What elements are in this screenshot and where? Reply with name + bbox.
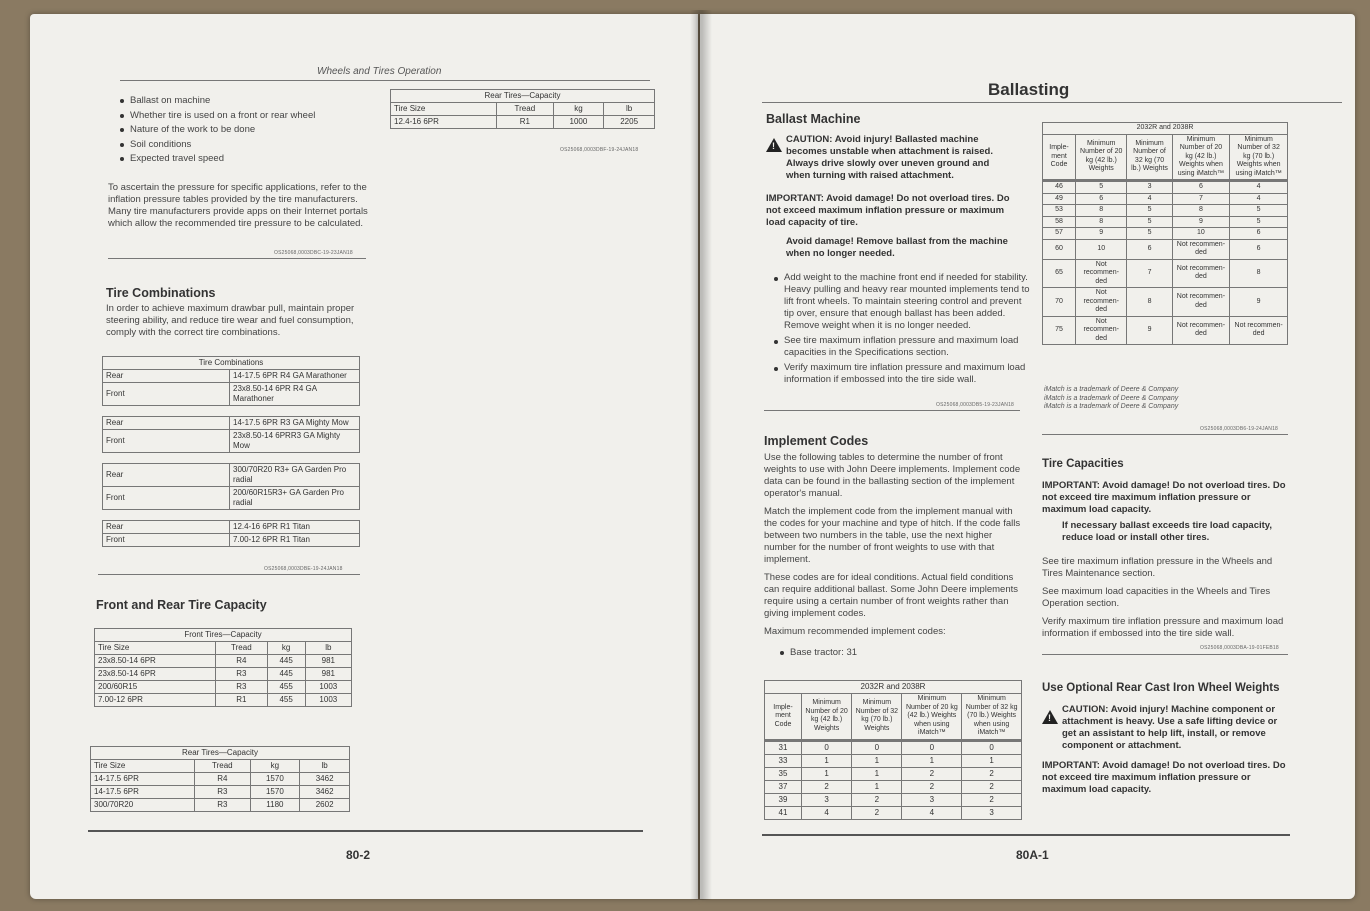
table-cell: 65 (1043, 259, 1076, 288)
table-row (103, 464, 360, 487)
list-item: Expected travel speed (130, 152, 390, 167)
table-row (1043, 181, 1288, 194)
table-cell: 5 (1230, 216, 1288, 228)
list-item: Add weight to the machine front end if needed for stability. Heavy pulling and heavy rear mounted implements tend to lift front wheels. To maintain steering control and prevent tip over, ensure that enough ballast has been added. Remove weight when it is no longer needed. (784, 272, 1034, 332)
table-row (1043, 216, 1288, 228)
table-title: 2032R and 2038R (765, 681, 1022, 694)
table-cell: 981 (305, 655, 351, 668)
column-header: lb (604, 103, 655, 116)
table-cell: 4 (1230, 193, 1288, 205)
table-cell: Not recommen-ded (1172, 259, 1230, 288)
table-cell: 3 (962, 806, 1022, 819)
section-heading: Implement Codes (764, 434, 869, 448)
table-cell: 0 (852, 740, 902, 754)
table-cell: Not recommen-ded (1076, 288, 1127, 317)
paragraph: Verify maximum tire inflation pressure and maximum load information if embossed into the tire side wall. (1042, 616, 1284, 639)
important-text: IMPORTANT: Avoid damage! Do not overload tires. Do not exceed tire maximum inflation pressure or maximum load capacity. (1042, 760, 1286, 795)
table-row (765, 767, 1022, 780)
table-cell: 10 (1172, 228, 1230, 240)
table-row (765, 754, 1022, 767)
table-row (103, 370, 360, 383)
table-cell: 57 (1043, 228, 1076, 240)
table-cell: 0 (902, 740, 962, 754)
table-cell: Not recommen-ded (1172, 288, 1230, 317)
table-cell: 1 (802, 767, 852, 780)
column-header: Tire Size (95, 642, 216, 655)
table-row (1043, 316, 1288, 345)
paragraph: See tire maximum inflation pressure in the Wheels and Tires Maintenance section. (1042, 556, 1273, 579)
warning-icon: ! (766, 138, 782, 152)
table-cell: Rear (103, 370, 230, 383)
list-item: Soil conditions (130, 138, 390, 153)
table-cell: 981 (305, 668, 351, 681)
table-cell: 9 (1172, 216, 1230, 228)
table-cell: Rear (103, 521, 230, 534)
table-cell: 75 (1043, 316, 1076, 345)
table-cell: 1000 (553, 116, 604, 129)
footnote: iMatch is a trademark of Deere & Company (1044, 386, 1179, 393)
table-cell: 5 (1127, 228, 1172, 240)
column-header: kg (267, 642, 305, 655)
header-rule (120, 80, 650, 81)
table-title: Rear Tires—Capacity (391, 90, 655, 103)
table-cell: 4 (1127, 193, 1172, 205)
column-header: Minimum Number of 32 kg (70 lb.) Weights when using iMatch™ (962, 694, 1022, 741)
paragraph: Match the implement code from the implement manual with the codes for your machine and type of hitch. If the code falls between two numbers in the table, use the next higher number for the number of front weights to use with that implement. (764, 506, 1021, 565)
front-tires-capacity-table (94, 628, 352, 707)
column-header: Minimum Number of 32 kg (70 lb.) Weights (852, 694, 902, 741)
doc-reference: OS25068,0003DB5-19-23JAN18 (936, 402, 1015, 408)
table-cell: Front (103, 383, 230, 406)
table-row (95, 681, 352, 694)
table-row (91, 773, 350, 786)
table-cell: 9 (1076, 228, 1127, 240)
footer-rule (762, 834, 1290, 836)
table-cell: 3 (1127, 181, 1172, 194)
paragraph: See maximum load capacities in the Wheels and Tires Operation section. (1042, 586, 1271, 609)
table-cell: 58 (1043, 216, 1076, 228)
table-cell: 23x8.50-14 6PRR3 GA Mighty Mow (230, 430, 360, 453)
trademark-notes (1044, 386, 1284, 412)
section-rule (1042, 434, 1288, 435)
table-cell: 6 (1076, 193, 1127, 205)
table-cell: 0 (962, 740, 1022, 754)
column-header: kg (250, 760, 300, 773)
table-cell: R4 (216, 655, 268, 668)
table-cell: 2 (962, 793, 1022, 806)
table-cell: 7 (1127, 259, 1172, 288)
section-heading: Tire Capacities (1042, 458, 1124, 470)
list-item: Nature of the work to be done (130, 123, 390, 138)
table-row (1043, 205, 1288, 217)
table-cell: 1 (852, 767, 902, 780)
caution-text: CAUTION: Avoid injury! Ballasted machine becomes unstable when attachment is raised. Always drive slowly over uneven ground and when turning with raised attachment. (786, 134, 993, 181)
table-row (103, 487, 360, 510)
table-cell: 2 (852, 806, 902, 819)
list-item: Verify maximum tire inflation pressure and maximum load information if embossed into the tire side wall. (784, 362, 1034, 386)
table-cell: R4 (195, 773, 250, 786)
table-cell: 23x8.50-14 6PR R4 GA Marathoner (230, 383, 360, 406)
factor-list (116, 94, 390, 167)
table-cell: 14-17.5 6PR (91, 773, 195, 786)
table-row (765, 806, 1022, 819)
table-row (765, 793, 1022, 806)
page-title: Ballasting (988, 80, 1070, 99)
table-cell: 455 (267, 681, 305, 694)
implement-code-table-bottom (764, 680, 1022, 820)
table-cell: 1003 (305, 694, 351, 707)
table-cell: 300/70R20 R3+ GA Garden Pro radial (230, 464, 360, 487)
table-row (103, 383, 360, 406)
column-header: lb (300, 760, 350, 773)
column-header: Imple-ment Code (765, 694, 802, 741)
table-cell: 7.00-12 6PR (95, 694, 216, 707)
implement-codes-text (764, 452, 1022, 644)
implement-code-table-top (1042, 122, 1288, 345)
column-header: Tread (195, 760, 250, 773)
list-item: See tire maximum inflation pressure and maximum load capacities in the Specifications section. (784, 335, 1034, 359)
column-header: Tire Size (391, 103, 497, 116)
left-page (30, 14, 698, 899)
table-cell: 9 (1230, 288, 1288, 317)
table-cell: 2 (902, 780, 962, 793)
table-cell: 8 (1230, 259, 1288, 288)
column-header: Minimum Number of 20 kg (42 lb.) Weights when using iMatch™ (902, 694, 962, 741)
important-text: IMPORTANT: Avoid damage! Do not overload tires. Do not exceed tire maximum inflation pressure or maximum load capacity. (1042, 480, 1286, 515)
column-header: Minimum Number of 32 kg (70 lb.) Weights (1127, 134, 1172, 181)
table-cell: 6 (1172, 181, 1230, 194)
table-cell: 8 (1076, 216, 1127, 228)
tire-combinations-table (102, 356, 360, 547)
table-cell: 8 (1076, 205, 1127, 217)
table-row (1043, 288, 1288, 317)
table-cell: 8 (1172, 205, 1230, 217)
section-heading: Front and Rear Tire Capacity (96, 598, 267, 612)
table-cell: 9 (1127, 316, 1172, 345)
table-cell: 0 (802, 740, 852, 754)
table-cell: 1003 (305, 681, 351, 694)
table-cell: R3 (216, 668, 268, 681)
table-cell: 49 (1043, 193, 1076, 205)
table-title: Rear Tires—Capacity (91, 747, 350, 760)
table-cell: 6 (1127, 239, 1172, 259)
tire-capacities-text (1042, 556, 1288, 646)
section-rule (1042, 654, 1288, 655)
column-header: Minimum Number of 20 kg (42 lb.) Weights (802, 694, 852, 741)
table-cell: 35 (765, 767, 802, 780)
table-cell: 60 (1043, 239, 1076, 259)
table-row (1043, 193, 1288, 205)
table-cell: 7 (1172, 193, 1230, 205)
table-title: Front Tires—Capacity (95, 629, 352, 642)
column-header: Tread (497, 103, 553, 116)
table-cell: 2602 (300, 799, 350, 812)
section-rule (98, 574, 360, 575)
table-row (1043, 228, 1288, 240)
paragraph: Maximum recommended implement codes: (764, 626, 946, 637)
column-header: Tire Size (91, 760, 195, 773)
section-rule (108, 258, 366, 259)
table-cell: Front (103, 487, 230, 510)
table-row (103, 534, 360, 547)
table-cell: 1180 (250, 799, 300, 812)
table-cell: 6 (1230, 228, 1288, 240)
doc-reference: OS25068,0003DBA-19-01FEB18 (1200, 645, 1279, 651)
table-cell: 1 (902, 754, 962, 767)
table-cell: 4 (1230, 181, 1288, 194)
table-row (765, 780, 1022, 793)
page-number: 80-2 (346, 848, 371, 862)
paragraph: These codes are for ideal conditions. Actual field conditions can require additional ballast. Some John Deere implements require using a certain number of front weights rather than giving implement codes. (764, 572, 1018, 619)
table-cell: 2 (962, 780, 1022, 793)
max-code-list (776, 646, 990, 661)
table-cell: 6 (1230, 239, 1288, 259)
table-cell: 12.4-16 6PR (391, 116, 497, 129)
doc-reference: OS25068,0003DB6-19-24JAN18 (1200, 426, 1279, 432)
table-title: Tire Combinations (103, 357, 360, 370)
column-header: Imple-ment Code (1043, 134, 1076, 181)
column-header: lb (305, 642, 351, 655)
table-row (103, 430, 360, 453)
table-cell: 200/60R15 (95, 681, 216, 694)
table-cell: R1 (216, 694, 268, 707)
table-cell: 37 (765, 780, 802, 793)
table-cell: 2 (962, 767, 1022, 780)
caution-text: CAUTION: Avoid injury! Machine component or attachment is heavy. Use a safe lifting device or get an assistant to help lift, install, or remove component or attachment. (1062, 704, 1278, 751)
table-cell: Not recommen-ded (1172, 316, 1230, 345)
table-cell: 200/60R15R3+ GA Garden Pro radial (230, 487, 360, 510)
table-cell: R3 (216, 681, 268, 694)
footer-rule (88, 830, 643, 832)
table-cell: Front (103, 534, 230, 547)
column-header: Minimum Number of 20 kg (42 lb.) Weights when using iMatch™ (1172, 134, 1230, 181)
table-cell: 1570 (250, 773, 300, 786)
table-row (103, 417, 360, 430)
footnote: iMatch is a trademark of Deere & Company (1044, 394, 1179, 402)
rear-tires-capacity-table (90, 746, 350, 812)
rear-tires-capacity-table-top (390, 89, 655, 129)
page-number: 80A-1 (1016, 848, 1049, 862)
table-cell: 2205 (604, 116, 655, 129)
important-text-2: Avoid damage! Remove ballast from the machine when no longer needed. (786, 236, 1008, 259)
column-header: Minimum Number of 32 kg (70 lb.) Weights when using iMatch™ (1230, 134, 1288, 181)
important-text: IMPORTANT: Avoid damage! Do not overload tires. Do not exceed maximum inflation pressure or maximum load capacity of tire. (766, 193, 1010, 228)
table-cell: 4 (802, 806, 852, 819)
table-cell: 41 (765, 806, 802, 819)
table-cell: 445 (267, 668, 305, 681)
table-row (391, 116, 655, 129)
table-row (1043, 259, 1288, 288)
table-cell: 23x8.50-14 6PR (95, 668, 216, 681)
section-rule (764, 410, 1020, 411)
section-heading: Ballast Machine (766, 112, 861, 126)
table-cell: 5 (1230, 205, 1288, 217)
table-cell: Not recommen-ded (1076, 316, 1127, 345)
table-cell: 3 (902, 793, 962, 806)
table-cell: 14-17.5 6PR R4 GA Marathoner (230, 370, 360, 383)
table-cell: 14-17.5 6PR (91, 786, 195, 799)
important-text-2: If necessary ballast exceeds tire load capacity, reduce load or install other tires. (1062, 520, 1272, 543)
table-cell: Not recommen-ded (1172, 239, 1230, 259)
table-cell: R3 (195, 786, 250, 799)
table-row (95, 668, 352, 681)
table-cell: R3 (195, 799, 250, 812)
table-cell: Rear (103, 417, 230, 430)
table-row (91, 786, 350, 799)
doc-reference: OS25068,0003DBF-19-24JAN18 (560, 147, 639, 153)
table-cell: 12.4-16 6PR R1 Titan (230, 521, 360, 534)
table-cell: 3462 (300, 786, 350, 799)
table-cell: 33 (765, 754, 802, 767)
section-heading: Use Optional Rear Cast Iron Wheel Weights (1042, 682, 1280, 694)
table-row (91, 799, 350, 812)
table-cell: 31 (765, 740, 802, 754)
table-cell: 3 (802, 793, 852, 806)
table-cell: 8 (1127, 288, 1172, 317)
table-cell: 14-17.5 6PR R3 GA Mighty Mow (230, 417, 360, 430)
combinations-paragraph: In order to achieve maximum drawbar pull, maintain proper steering ability, and reduce tire wear and fuel consumption, comply with the correct tire combinations. (106, 303, 355, 338)
table-row (95, 655, 352, 668)
column-header: kg (553, 103, 604, 116)
table-row (95, 694, 352, 707)
table-row (103, 521, 360, 534)
table-cell: 455 (267, 694, 305, 707)
table-cell: Not recommen-ded (1076, 259, 1127, 288)
paragraph: Use the following tables to determine the number of front weights to use with John Deere implements. Implement code data can be found in the ballasting section of the implement operator's manual. (764, 452, 1021, 499)
table-cell: 1 (852, 780, 902, 793)
ballast-bullets (770, 272, 1034, 386)
table-cell: 1 (802, 754, 852, 767)
table-cell: 46 (1043, 181, 1076, 194)
warning-icon: ! (1042, 710, 1058, 724)
table-cell: 300/70R20 (91, 799, 195, 812)
table-row (1043, 239, 1288, 259)
column-header: Tread (216, 642, 268, 655)
table-cell: 5 (1127, 205, 1172, 217)
table-cell: 2 (902, 767, 962, 780)
column-header: Minimum Number of 20 kg (42 lb.) Weights (1076, 134, 1127, 181)
right-page (700, 14, 1355, 899)
list-item: Base tractor: 31 (790, 646, 990, 661)
table-cell: 2 (802, 780, 852, 793)
table-cell: 23x8.50-14 6PR (95, 655, 216, 668)
table-cell: Front (103, 430, 230, 453)
table-cell: 39 (765, 793, 802, 806)
book-gutter (690, 10, 712, 900)
running-header: Wheels and Tires Operation (317, 66, 442, 77)
table-title: 2032R and 2038R (1043, 123, 1288, 135)
footnote: iMatch is a trademark of Deere & Company (1044, 403, 1179, 410)
table-cell: 10 (1076, 239, 1127, 259)
table-cell: 5 (1076, 181, 1127, 194)
table-cell: 4 (902, 806, 962, 819)
table-cell: Not recommen-ded (1230, 316, 1288, 345)
table-cell: 5 (1127, 216, 1172, 228)
table-cell: 1 (852, 754, 902, 767)
table-cell: 1 (962, 754, 1022, 767)
table-cell: 2 (852, 793, 902, 806)
table-row (765, 740, 1022, 754)
table-cell: 1570 (250, 786, 300, 799)
table-cell: Rear (103, 464, 230, 487)
table-cell: 7.00-12 6PR R1 Titan (230, 534, 360, 547)
doc-reference: OS25068,0003DBE-19-24JAN18 (264, 566, 343, 572)
table-cell: R1 (497, 116, 553, 129)
table-cell: 53 (1043, 205, 1076, 217)
section-heading: Tire Combinations (106, 286, 216, 300)
list-item: Whether tire is used on a front or rear wheel (130, 109, 390, 124)
header-rule (762, 102, 1342, 103)
table-cell: 3462 (300, 773, 350, 786)
doc-reference: OS25068,0003DBC-19-23JAN18 (274, 250, 353, 256)
pressure-paragraph: To ascertain the pressure for specific applications, refer to the inflation pressure tables provided by the tire manufacturers. Many tire manufacturers provide apps on their Internet portals which allow the recommended tire pressure to be calculated. (108, 182, 368, 229)
list-item: Ballast on machine (130, 94, 390, 109)
table-cell: 445 (267, 655, 305, 668)
table-cell: 70 (1043, 288, 1076, 317)
